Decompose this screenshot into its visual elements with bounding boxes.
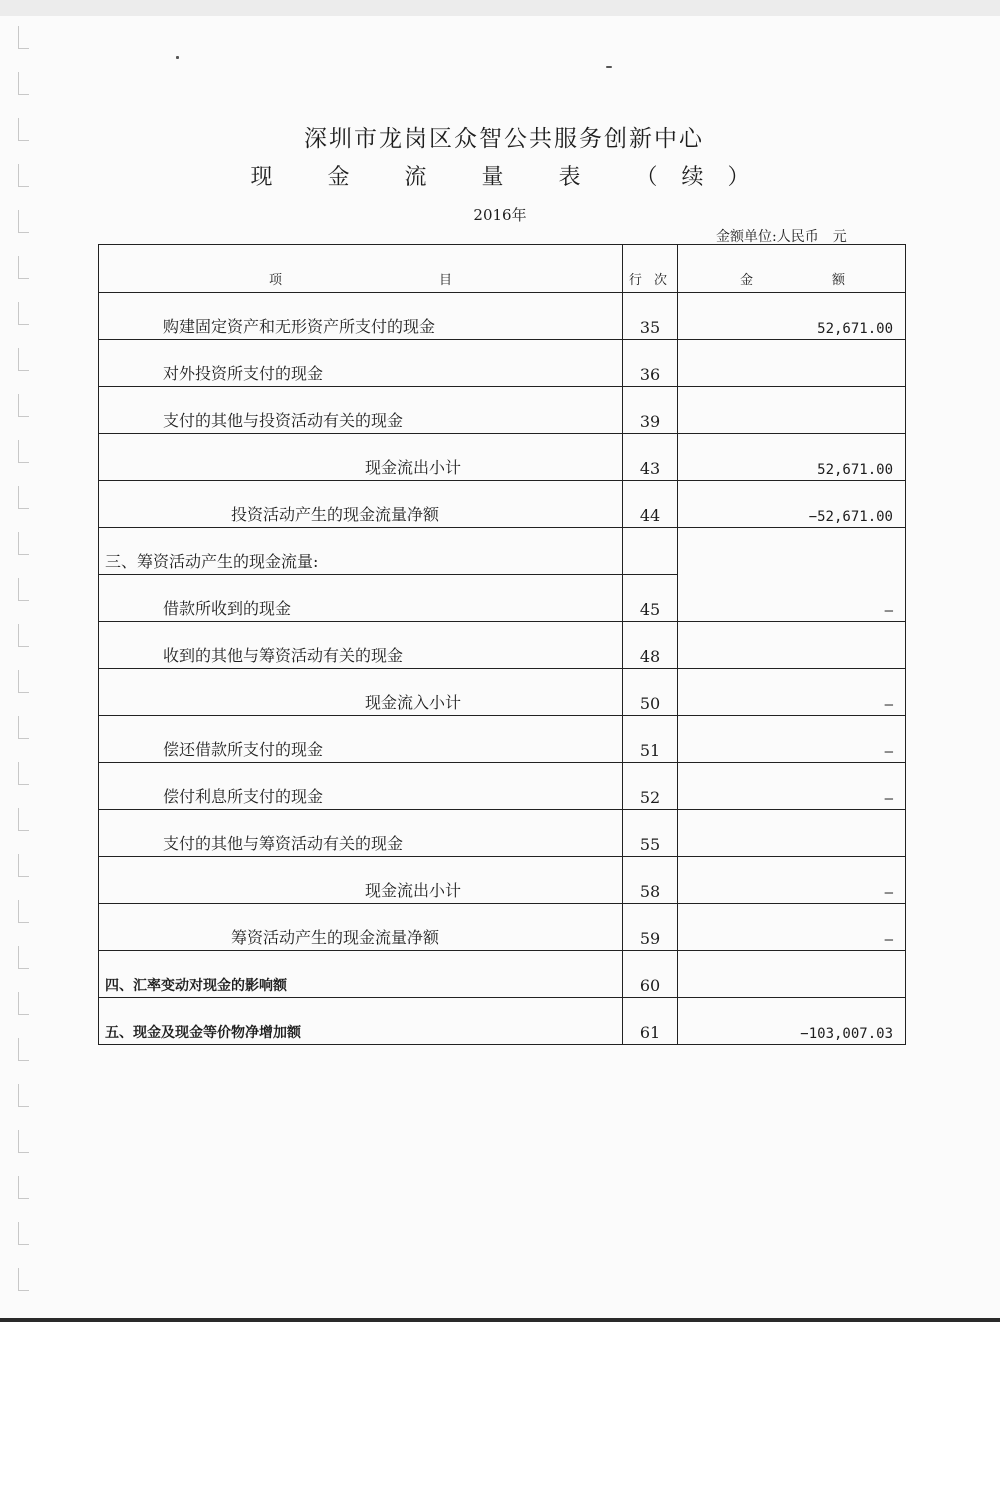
row-amount: – <box>678 904 906 951</box>
row-line-no: 44 <box>623 481 678 528</box>
row-amount: – <box>678 575 906 622</box>
table-row-section <box>99 528 906 575</box>
row-line-no: 35 <box>623 293 678 340</box>
row-line-no: 39 <box>623 387 678 434</box>
row-item: 支付的其他与投资活动有关的现金 <box>99 387 623 434</box>
row-item: 现金流入小计 <box>99 669 623 716</box>
row-item: 四、汇率变动对现金的影响额 <box>99 951 623 998</box>
row-item: 五、现金及现金等价物净增加额 <box>99 998 623 1045</box>
row-line-no: 60 <box>623 951 678 998</box>
row-item: 筹资活动产生的现金流量净额 <box>99 904 623 951</box>
table-row <box>99 293 906 340</box>
row-amount: 52,671.00 <box>678 293 906 340</box>
row-amount <box>678 622 906 669</box>
row-item: 三、筹资活动产生的现金流量: <box>99 528 623 575</box>
row-item: 偿还借款所支付的现金 <box>99 716 623 763</box>
row-line-no: 36 <box>623 340 678 387</box>
page-bottom-edge <box>0 1318 1000 1322</box>
row-amount: −52,671.00 <box>678 481 906 528</box>
row-line-no: 48 <box>623 622 678 669</box>
column-header-line-no: 行 次 <box>623 245 678 293</box>
row-line-no: 51 <box>623 716 678 763</box>
row-line-no: 45 <box>623 575 678 622</box>
row-line-no: 61 <box>623 998 678 1045</box>
table-row <box>99 810 906 857</box>
table-row <box>99 340 906 387</box>
organization-title: 深圳市龙岗区众智公共服务创新中心 <box>304 126 704 152</box>
row-line-no: 50 <box>623 669 678 716</box>
column-header-amount: 金 额 <box>678 245 906 293</box>
row-amount: – <box>678 716 906 763</box>
row-item: 现金流出小计 <box>99 434 623 481</box>
table-header-row <box>99 245 906 293</box>
report-title: 现 金 流 量 表 （续） <box>250 165 774 190</box>
row-item: 收到的其他与筹资活动有关的现金 <box>99 622 623 669</box>
table-row <box>99 481 906 528</box>
row-amount: 52,671.00 <box>678 434 906 481</box>
currency-unit: 金额单位:人民币 元 <box>716 229 847 245</box>
row-item: 借款所收到的现金 <box>99 575 623 622</box>
cash-flow-table <box>98 244 906 1045</box>
row-line-no: 43 <box>623 434 678 481</box>
scan-top-band <box>0 0 1000 16</box>
row-item: 支付的其他与筹资活动有关的现金 <box>99 810 623 857</box>
row-amount: – <box>678 763 906 810</box>
row-line-no: 59 <box>623 904 678 951</box>
scan-speck <box>176 56 179 59</box>
table-row <box>99 857 906 904</box>
row-line-no <box>623 528 678 575</box>
row-amount <box>678 340 906 387</box>
table-row-section <box>99 951 906 998</box>
row-line-no: 52 <box>623 763 678 810</box>
row-amount: −103,007.03 <box>678 998 906 1045</box>
scan-speck <box>606 66 612 68</box>
table-row <box>99 387 906 434</box>
table-row <box>99 763 906 810</box>
row-amount <box>678 387 906 434</box>
row-line-no: 55 <box>623 810 678 857</box>
row-amount: – <box>678 669 906 716</box>
row-amount <box>678 528 906 575</box>
row-item: 投资活动产生的现金流量净额 <box>99 481 623 528</box>
table-row <box>99 434 906 481</box>
row-amount <box>678 951 906 998</box>
table-row <box>99 669 906 716</box>
table-row <box>99 904 906 951</box>
report-year: 2016年 <box>473 206 527 224</box>
table-row-section <box>99 998 906 1045</box>
row-item: 偿付利息所支付的现金 <box>99 763 623 810</box>
table-row <box>99 575 906 622</box>
row-amount: – <box>678 857 906 904</box>
row-item: 现金流出小计 <box>99 857 623 904</box>
row-item: 购建固定资产和无形资产所支付的现金 <box>99 293 623 340</box>
table-row <box>99 622 906 669</box>
row-item: 对外投资所支付的现金 <box>99 340 623 387</box>
column-header-item: 项 目 <box>99 245 623 293</box>
row-amount <box>678 810 906 857</box>
row-line-no: 58 <box>623 857 678 904</box>
table-row <box>99 716 906 763</box>
